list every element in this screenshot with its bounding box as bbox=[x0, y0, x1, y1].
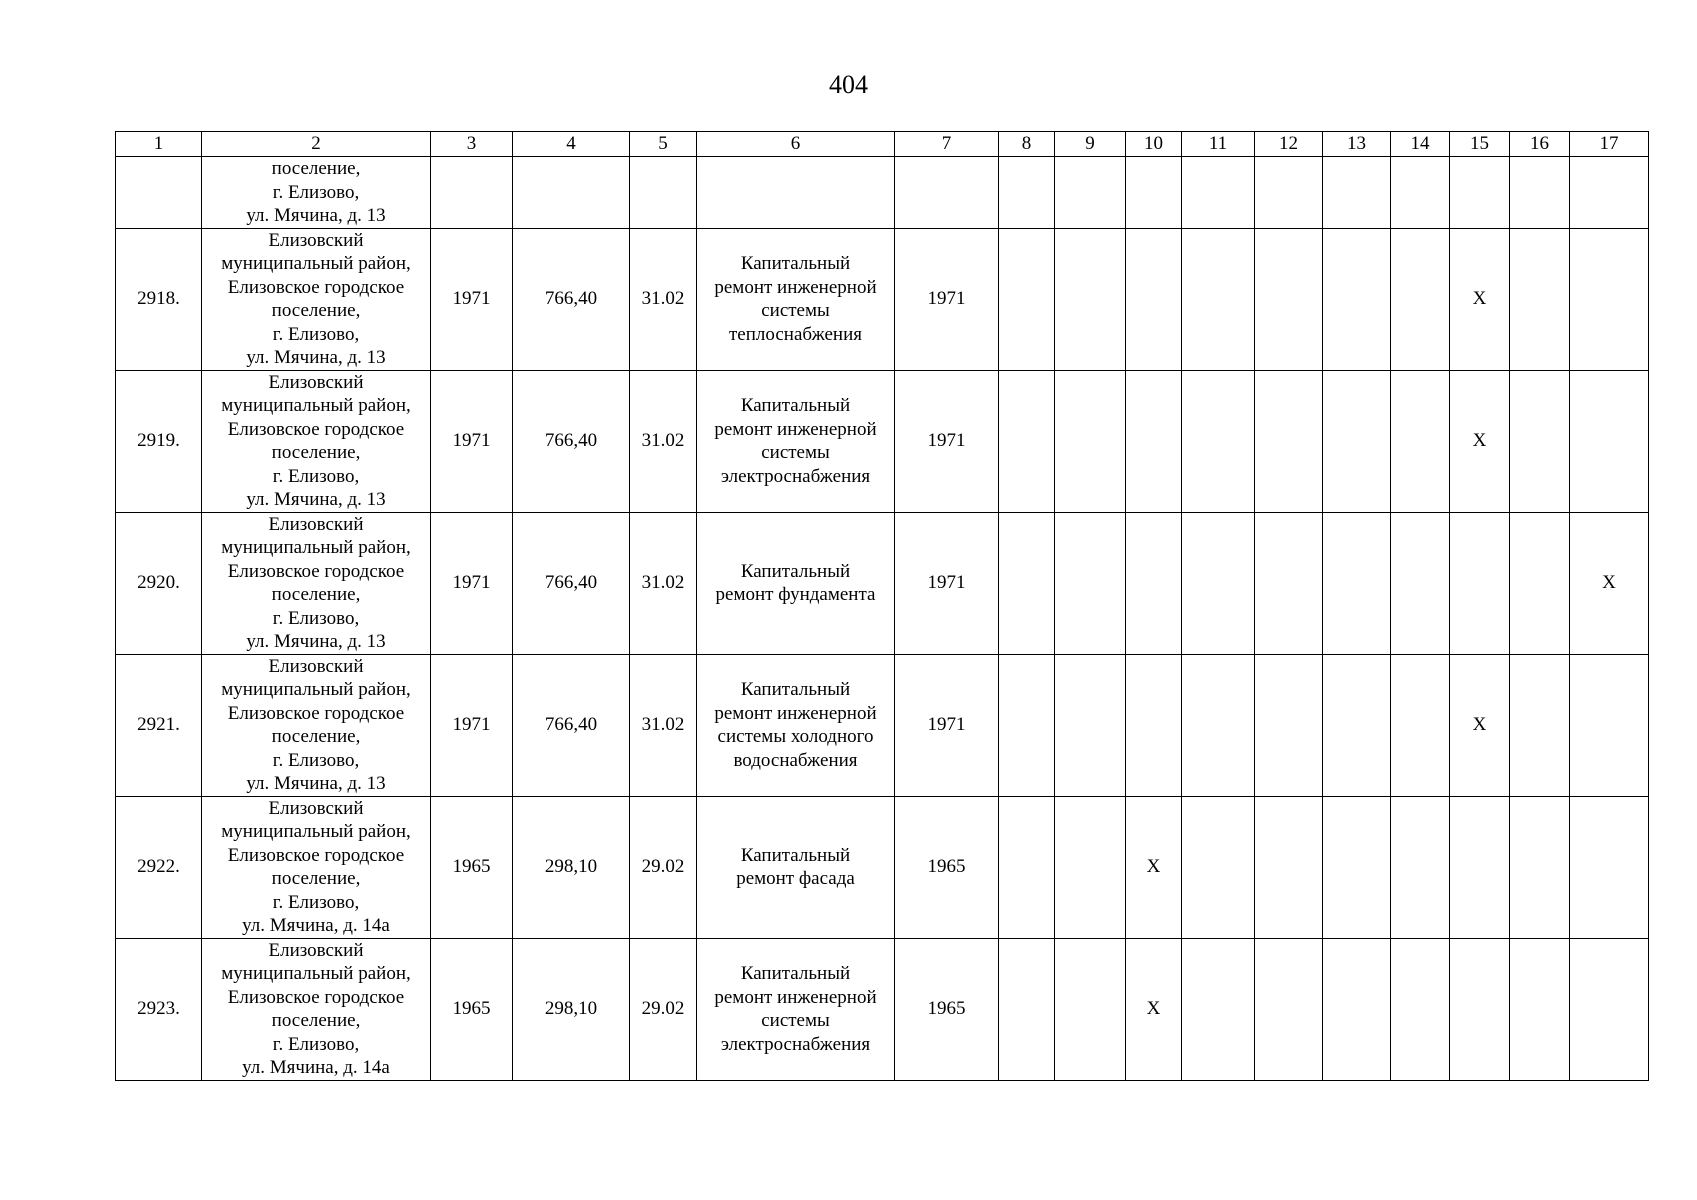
period-mark-cell bbox=[1255, 370, 1323, 512]
column-header: 9 bbox=[1055, 132, 1126, 157]
area-cell: 766,40 bbox=[513, 370, 630, 512]
column-header: 2 bbox=[202, 132, 431, 157]
area-cell bbox=[513, 157, 630, 229]
period-mark-cell bbox=[1182, 370, 1255, 512]
work-type-line: Капитальный bbox=[740, 395, 851, 416]
work-type-line: ремонт инженерной bbox=[714, 986, 877, 1008]
address-cell bbox=[202, 796, 431, 938]
work-type-line: Капитальный bbox=[740, 844, 851, 866]
address-line: муниципальный район, bbox=[221, 963, 411, 984]
area-cell: 766,40 bbox=[513, 654, 630, 796]
year-cell: 1965 bbox=[895, 938, 999, 1080]
period-mark-cell: X bbox=[1450, 228, 1510, 370]
work-type-line: системы холодного bbox=[717, 726, 874, 747]
period-mark-cell bbox=[1255, 654, 1323, 796]
work-type-cell bbox=[697, 228, 895, 370]
address-cell bbox=[202, 228, 431, 370]
period-mark-cell bbox=[1450, 938, 1510, 1080]
period-mark-cell bbox=[999, 512, 1055, 654]
area-cell: 766,40 bbox=[513, 228, 630, 370]
area-cell: 298,10 bbox=[513, 938, 630, 1080]
period-mark-cell bbox=[1570, 938, 1649, 1080]
period-mark-cell bbox=[1182, 938, 1255, 1080]
column-header: 6 bbox=[697, 132, 895, 157]
period-mark-cell bbox=[999, 228, 1055, 370]
column-header: 7 bbox=[895, 132, 999, 157]
period-mark-cell bbox=[1570, 370, 1649, 512]
period-mark-cell bbox=[1391, 512, 1450, 654]
column-header: 4 bbox=[513, 132, 630, 157]
work-type-cell bbox=[697, 157, 895, 229]
work-type-line: Капитальный bbox=[740, 253, 851, 274]
period-mark-cell bbox=[1055, 654, 1126, 796]
period-mark-cell: X bbox=[1450, 654, 1510, 796]
period-mark-cell bbox=[1391, 654, 1450, 796]
column-header: 3 bbox=[431, 132, 513, 157]
row-number-cell: 2922. bbox=[116, 796, 202, 938]
period-mark-cell bbox=[1450, 512, 1510, 654]
work-type-line: водоснабжения bbox=[733, 749, 858, 771]
table-row bbox=[116, 512, 1649, 654]
period-mark-cell bbox=[1450, 796, 1510, 938]
period-mark-cell bbox=[1391, 370, 1450, 512]
address-line: г. Елизово, bbox=[272, 607, 360, 629]
row-number-cell: 2918. bbox=[116, 228, 202, 370]
period-mark-cell bbox=[1126, 228, 1182, 370]
address-line: ул. Мячина, д. 13 bbox=[246, 489, 386, 510]
address-line: муниципальный район, bbox=[221, 679, 411, 700]
period-mark-cell bbox=[1510, 228, 1570, 370]
address-line: Елизовский bbox=[268, 371, 364, 393]
work-type-line: электроснабжения bbox=[720, 1033, 871, 1055]
period-mark-cell bbox=[1570, 654, 1649, 796]
address-line: ул. Мячина, д. 13 bbox=[246, 347, 386, 368]
period-mark-cell bbox=[1255, 938, 1323, 1080]
address-cell bbox=[202, 654, 431, 796]
code-cell: 31.02 bbox=[630, 228, 697, 370]
year-cell: 1965 bbox=[895, 796, 999, 938]
period-mark-cell bbox=[1182, 157, 1255, 229]
build-year-cell: 1971 bbox=[431, 228, 513, 370]
address-line: Елизовское городское bbox=[227, 560, 405, 582]
column-header: 8 bbox=[999, 132, 1055, 157]
period-mark-cell bbox=[1182, 228, 1255, 370]
column-header: 14 bbox=[1391, 132, 1450, 157]
column-header: 15 bbox=[1450, 132, 1510, 157]
work-type-line: ремонт фундамента bbox=[715, 584, 876, 605]
period-mark-cell bbox=[1182, 512, 1255, 654]
area-cell: 298,10 bbox=[513, 796, 630, 938]
column-header: 16 bbox=[1510, 132, 1570, 157]
code-cell: 31.02 bbox=[630, 512, 697, 654]
period-mark-cell bbox=[999, 157, 1055, 229]
address-line: Елизовское городское bbox=[227, 844, 405, 866]
address-line: Елизовский bbox=[268, 797, 364, 819]
period-mark-cell bbox=[1323, 796, 1391, 938]
address-line: муниципальный район, bbox=[221, 821, 411, 842]
work-type-line: Капитальный bbox=[740, 963, 851, 984]
period-mark-cell bbox=[1182, 654, 1255, 796]
period-mark-cell bbox=[1450, 157, 1510, 229]
period-mark-cell bbox=[1055, 370, 1126, 512]
period-mark-cell bbox=[1055, 938, 1126, 1080]
column-header: 11 bbox=[1182, 132, 1255, 157]
address-line: поселение, bbox=[271, 1010, 361, 1031]
column-number-row bbox=[116, 132, 1649, 157]
period-mark-cell bbox=[1323, 938, 1391, 1080]
table-row bbox=[116, 228, 1649, 370]
period-mark-cell bbox=[1055, 796, 1126, 938]
period-mark-cell bbox=[1055, 157, 1126, 229]
row-number-cell: 2921. bbox=[116, 654, 202, 796]
address-line: поселение, bbox=[271, 726, 361, 747]
work-type-line: ремонт фасада bbox=[736, 868, 855, 889]
row-number-cell: 2919. bbox=[116, 370, 202, 512]
address-line: муниципальный район, bbox=[221, 253, 411, 274]
work-type-line: ремонт инженерной bbox=[714, 702, 877, 724]
table-row bbox=[116, 654, 1649, 796]
address-line: г. Елизово, bbox=[272, 323, 360, 345]
period-mark-cell: X bbox=[1126, 938, 1182, 1080]
column-header: 1 bbox=[116, 132, 202, 157]
period-mark-cell bbox=[1182, 796, 1255, 938]
address-line: Елизовский bbox=[268, 655, 364, 677]
work-type-line: системы bbox=[761, 1010, 830, 1031]
column-header: 5 bbox=[630, 132, 697, 157]
address-line: г. Елизово, bbox=[272, 749, 360, 771]
address-line: Елизовское городское bbox=[227, 418, 405, 440]
period-mark-cell bbox=[1126, 654, 1182, 796]
build-year-cell: 1971 bbox=[431, 654, 513, 796]
period-mark-cell bbox=[1510, 654, 1570, 796]
period-mark-cell bbox=[1510, 370, 1570, 512]
code-cell: 31.02 bbox=[630, 654, 697, 796]
table-row-continuation bbox=[116, 157, 1649, 229]
work-type-line: системы bbox=[761, 300, 830, 321]
period-mark-cell bbox=[1126, 157, 1182, 229]
code-cell: 29.02 bbox=[630, 796, 697, 938]
address-line: г. Елизово, bbox=[272, 465, 360, 487]
address-line: поселение, bbox=[271, 158, 361, 179]
year-cell: 1971 bbox=[895, 654, 999, 796]
row-number-cell: 2923. bbox=[116, 938, 202, 1080]
period-mark-cell bbox=[1255, 228, 1323, 370]
period-mark-cell bbox=[1391, 938, 1450, 1080]
capital-repair-table bbox=[115, 131, 1649, 1081]
period-mark-cell bbox=[1126, 512, 1182, 654]
period-mark-cell bbox=[1323, 228, 1391, 370]
work-type-line: теплоснабжения bbox=[729, 323, 862, 345]
build-year-cell: 1971 bbox=[431, 512, 513, 654]
period-mark-cell bbox=[1510, 512, 1570, 654]
address-line: Елизовский bbox=[268, 939, 364, 961]
period-mark-cell: X bbox=[1570, 512, 1649, 654]
address-line: Елизовское городское bbox=[227, 986, 405, 1008]
address-line: ул. Мячина, д. 14а bbox=[242, 1057, 390, 1078]
build-year-cell: 1965 bbox=[431, 938, 513, 1080]
page-number: 404 bbox=[829, 70, 868, 99]
address-line: ул. Мячина, д. 13 bbox=[246, 205, 386, 226]
table-body bbox=[116, 157, 1649, 1081]
year-cell: 1971 bbox=[895, 370, 999, 512]
work-type-line: Капитальный bbox=[740, 679, 851, 700]
build-year-cell bbox=[431, 157, 513, 229]
period-mark-cell bbox=[1570, 228, 1649, 370]
period-mark-cell bbox=[1055, 228, 1126, 370]
address-line: поселение, bbox=[271, 300, 361, 321]
period-mark-cell bbox=[1055, 512, 1126, 654]
period-mark-cell bbox=[1391, 228, 1450, 370]
period-mark-cell: X bbox=[1126, 796, 1182, 938]
build-year-cell: 1971 bbox=[431, 370, 513, 512]
period-mark-cell bbox=[1391, 796, 1450, 938]
period-mark-cell bbox=[1255, 157, 1323, 229]
address-line: поселение, bbox=[271, 442, 361, 463]
column-header: 13 bbox=[1323, 132, 1391, 157]
address-cell bbox=[202, 938, 431, 1080]
address-line: Елизовский bbox=[268, 229, 364, 251]
period-mark-cell bbox=[1570, 157, 1649, 229]
code-cell bbox=[630, 157, 697, 229]
address-cell bbox=[202, 512, 431, 654]
row-number-cell: 2920. bbox=[116, 512, 202, 654]
work-type-cell bbox=[697, 654, 895, 796]
address-line: г. Елизово, bbox=[272, 891, 360, 913]
period-mark-cell bbox=[1570, 796, 1649, 938]
table-row bbox=[116, 796, 1649, 938]
work-type-line: системы bbox=[761, 442, 830, 463]
year-cell bbox=[895, 157, 999, 229]
period-mark-cell bbox=[999, 370, 1055, 512]
period-mark-cell bbox=[1323, 654, 1391, 796]
period-mark-cell bbox=[1391, 157, 1450, 229]
period-mark-cell bbox=[1510, 157, 1570, 229]
address-line: ул. Мячина, д. 14а bbox=[242, 915, 390, 936]
address-line: г. Елизово, bbox=[272, 181, 360, 203]
address-cell bbox=[202, 157, 431, 229]
build-year-cell: 1965 bbox=[431, 796, 513, 938]
address-line: муниципальный район, bbox=[221, 395, 411, 416]
period-mark-cell bbox=[999, 654, 1055, 796]
period-mark-cell bbox=[1323, 512, 1391, 654]
work-type-cell bbox=[697, 512, 895, 654]
row-number-cell bbox=[116, 157, 202, 229]
column-header: 17 bbox=[1570, 132, 1649, 157]
period-mark-cell bbox=[999, 938, 1055, 1080]
address-line: поселение, bbox=[271, 868, 361, 889]
period-mark-cell bbox=[999, 796, 1055, 938]
address-line: Елизовское городское bbox=[227, 276, 405, 298]
period-mark-cell bbox=[1510, 796, 1570, 938]
address-line: г. Елизово, bbox=[272, 1033, 360, 1055]
year-cell: 1971 bbox=[895, 512, 999, 654]
column-header: 10 bbox=[1126, 132, 1182, 157]
address-cell bbox=[202, 370, 431, 512]
period-mark-cell bbox=[1323, 157, 1391, 229]
area-cell: 766,40 bbox=[513, 512, 630, 654]
work-type-cell bbox=[697, 370, 895, 512]
work-type-cell bbox=[697, 796, 895, 938]
column-header: 12 bbox=[1255, 132, 1323, 157]
work-type-line: ремонт инженерной bbox=[714, 418, 877, 440]
period-mark-cell bbox=[1323, 370, 1391, 512]
period-mark-cell bbox=[1255, 512, 1323, 654]
period-mark-cell bbox=[1510, 938, 1570, 1080]
work-type-line: электроснабжения bbox=[720, 465, 871, 487]
code-cell: 29.02 bbox=[630, 938, 697, 1080]
table-row bbox=[116, 938, 1649, 1080]
period-mark-cell bbox=[1126, 370, 1182, 512]
table-row bbox=[116, 370, 1649, 512]
address-line: ул. Мячина, д. 13 bbox=[246, 631, 386, 652]
period-mark-cell bbox=[1255, 796, 1323, 938]
work-type-line: ремонт инженерной bbox=[714, 276, 877, 298]
address-line: ул. Мячина, д. 13 bbox=[246, 773, 386, 794]
year-cell: 1971 bbox=[895, 228, 999, 370]
work-type-cell bbox=[697, 938, 895, 1080]
period-mark-cell: X bbox=[1450, 370, 1510, 512]
code-cell: 31.02 bbox=[630, 370, 697, 512]
address-line: Елизовское городское bbox=[227, 702, 405, 724]
address-line: муниципальный район, bbox=[221, 537, 411, 558]
address-line: поселение, bbox=[271, 584, 361, 605]
address-line: Елизовский bbox=[268, 513, 364, 535]
work-type-line: Капитальный bbox=[740, 560, 851, 582]
